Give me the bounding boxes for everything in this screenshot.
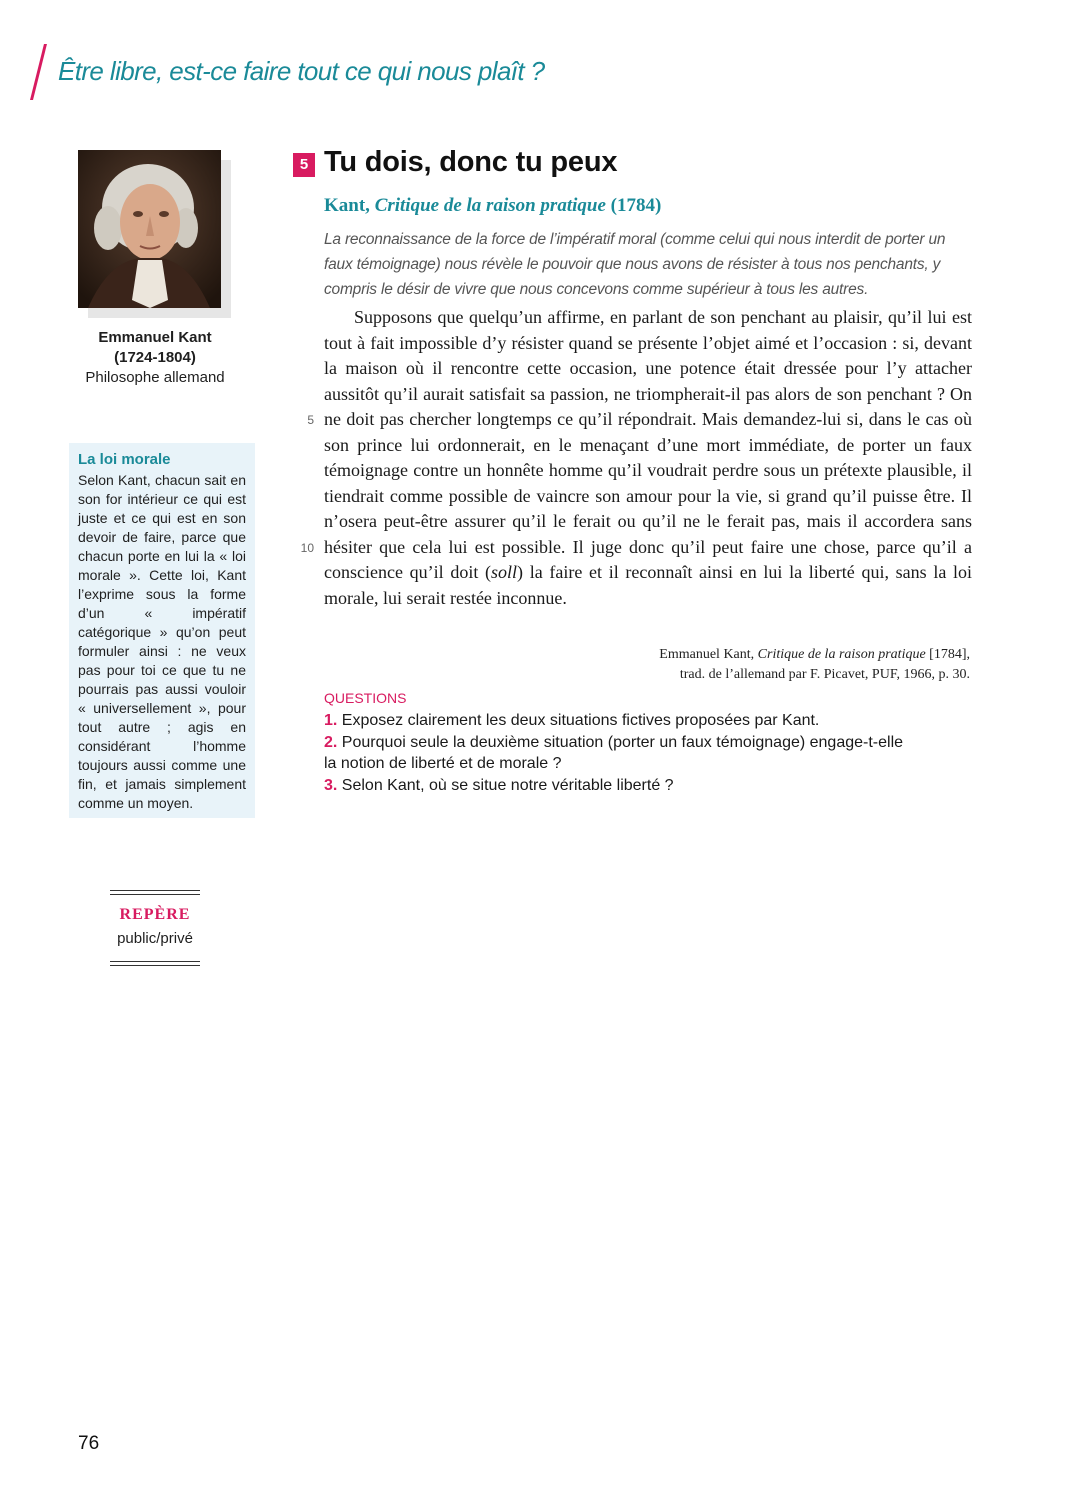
- document-title: Tu dois, donc tu peux: [324, 146, 618, 178]
- header-slash-decoration: [30, 44, 47, 100]
- line-number-5: 5: [307, 413, 314, 427]
- citation-work: Critique de la raison pratique: [757, 647, 926, 662]
- questions-heading: QUESTIONS: [324, 690, 407, 706]
- citation-author: Emmanuel Kant,: [659, 647, 758, 662]
- question-text-continued: la notion de liberté et de morale ?: [324, 755, 562, 772]
- chapter-title: Être libre, est-ce faire tout ce qui nous plaît ?: [58, 56, 545, 86]
- question-number: 2.: [324, 733, 338, 751]
- question-item: [324, 732, 964, 754]
- repere-subtitle: public/privé: [117, 930, 193, 947]
- question-item: [324, 710, 964, 732]
- sidebar-title: La loi morale: [78, 451, 171, 468]
- body-text-part-1: Supposons que quelqu’un affirme, en parlant de son penchant au plaisir, qu’il lui est tout à fait impossible d’y résister quand se présente l’objet aimé et l’occasion : si, devant la maison où il rencontre cette occasion, une potence était dressée pour l’y attacher aussitôt qu’il aurait satisfait sa passion, ne triompherait-il pas alors de son penchant ? On ne doit pas chercher longtemps ce qu’il répondrait. Mais demandez-lui si, dans le cas où son prince lui ordonnerait, en le menaçant d’une mort immédiate, de porter un faux témoignage contre un honnête homme qu’il voudrait perdre sous un prétexte plausible, il tiendrait comme possible de vaincre son amour pour la vie, si grand qu’il puisse être. Il n’osera peut-être assurer qu’il le ferait ou qu’il ne le ferait pas, mais il accordera sans hésiter que cela lui est possible. Il juge donc qu’il peut faire une chose, parce qu’il a conscience qu’il doit (: [324, 307, 972, 582]
- author-dates: (1724-1804): [114, 349, 196, 366]
- repere-top-rule: [110, 890, 200, 891]
- questions-list: [324, 710, 964, 796]
- document-intro: La reconnaissance de la force de l’impératif moral (comme celui qui nous interdit de porter un faux témoignage) nous révèle le pouvoir que nous avons de résister à tous nos penchants, y compris le désir de vivre que nous concevons comme supérieur à tous les autres.: [324, 231, 946, 298]
- kant-portrait: [78, 150, 221, 308]
- question-item: [324, 775, 964, 797]
- repere-title: REPÈRE: [119, 906, 191, 923]
- question-number: 1.: [324, 712, 338, 729]
- portrait-image: [78, 150, 221, 308]
- citation: [520, 645, 970, 685]
- citation-line-2: trad. de l’allemand par F. Picavet, PUF, 1966, p. 30.: [679, 667, 970, 682]
- source-author: Kant,: [324, 195, 375, 216]
- author-role: Philosophe allemand: [85, 369, 225, 386]
- source-year: (1784): [605, 195, 662, 216]
- document-source: [324, 195, 661, 217]
- body-text-part-2: ) la faire et il reconnaît ainsi en lui la liberté qui, sans la loi morale, lui serait restée inconnue.: [324, 562, 972, 608]
- author-name: Emmanuel Kant: [98, 329, 212, 346]
- body-paragraph: [324, 305, 972, 611]
- document-number-badge: 5: [293, 153, 315, 177]
- source-work: Critique de la raison pratique: [374, 195, 606, 216]
- document-body: [324, 305, 972, 611]
- author-bio: [60, 328, 250, 388]
- repere-top-rule-2: [110, 894, 200, 895]
- citation-line-1: [520, 645, 970, 665]
- repere-bottom-rule-2: [110, 965, 200, 966]
- question-number: 3.: [324, 776, 338, 794]
- body-text-emphasis: soll: [491, 562, 518, 582]
- sidebar-text: Selon Kant, chacun sait en son for intérieur ce qui est juste et ce qui est en son devoir de faire, parce que chacun porte en lui la « loi morale ». Cette loi, Kant l’exprime sous la forme d’un « impératif catégorique » qu’on peut formuler ainsi : ne veux pas pour toi ce que tu ne pourrais pas aussi vouloir « universellement », pour tout autre ; agis en considérant l’homme toujours aussi comme une fin, et jamais simplement comme un moyen.: [78, 472, 246, 811]
- line-number-10: 10: [300, 541, 314, 555]
- citation-year: [1784],: [925, 647, 970, 662]
- repere-bottom-rule: [110, 961, 200, 962]
- question-text: Exposez clairement les deux situations fictives proposées par Kant.: [341, 712, 820, 729]
- page-number: 76: [78, 1433, 100, 1454]
- question-text: Selon Kant, où se situe notre véritable liberté ?: [341, 776, 674, 794]
- question-text: Pourquoi seule la deuxième situation (porter un faux témoignage) engage-t-elle: [341, 733, 904, 751]
